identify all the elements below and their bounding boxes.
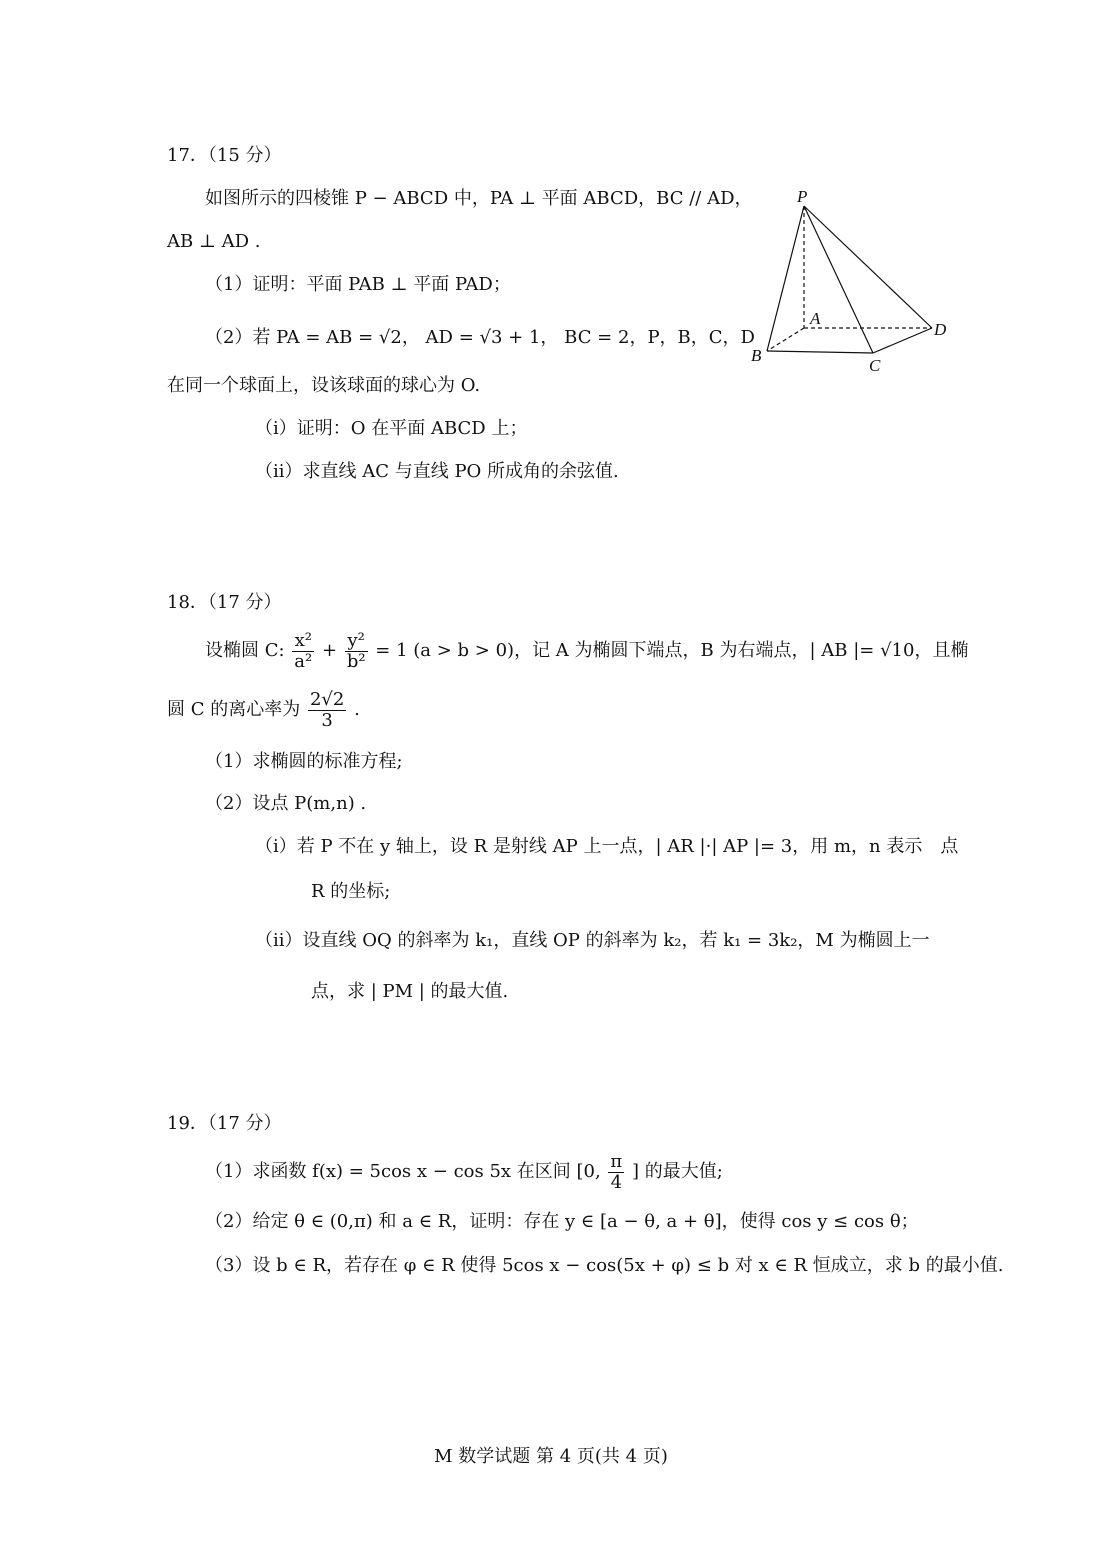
q17-part1: （1）证明：平面 PAB ⊥ 平面 PAD； [205,274,511,295]
edge-pd [804,206,932,328]
vertex-label-a: A [810,309,821,328]
q19-part1-pre: （1）求函数 f(x) = 5cos x − cos 5x 在区间 [0, [205,1161,601,1182]
vertex-label-p: P [797,187,808,206]
vertex-label-c: C [869,356,881,375]
q17-part2-line1: （2）若 PA = AB = √2， AD = √3 + 1， BC = 2，P，B，C，D [205,327,755,348]
q18-header: 18．（17 分） [167,592,282,613]
q18-part2-i-line1: （ⅰ）若 P 不在 y 轴上，设 R 是射线 AP 上一点，| AR |·| AP |= 3，用 m，n 表示 点 [255,836,959,857]
q18-stem-pre: 设椭圆 C: [205,640,285,661]
q18-part2-ii-line2: 点，求 | PM | 的最大值. [311,981,509,1002]
q19-part1-post: ] 的最大值; [632,1161,723,1182]
edge-bc [767,351,873,353]
q19-part3: （3）设 b ∈ R，若存在 φ ∈ R 使得 5cos x − cos(5x + φ) ≤ b 对 x ∈ R 恒成立，求 b 的最小值. [205,1255,1004,1276]
eccentricity-fraction: $\frac{2√2}{3}$ [309,688,345,731]
q17-part2-line2: 在同一个球面上，设该球面的球心为 O. [167,375,481,396]
edge-pc [804,206,873,353]
plus-sign: + [321,640,338,661]
x-squared-fraction: $\frac{\text{x²}}{\text{a²}}$ [294,629,313,672]
q17-part2-ii: （ⅱ）求直线 AC 与直线 PO 所成角的余弦值. [255,461,619,482]
page-footer: M 数学试题 第 4 页(共 4 页) [434,1446,668,1467]
q17-stem-line1: 如图所示的四棱锥 P − ABCD 中，PA ⊥ 平面 ABCD，BC // AD， [205,188,753,209]
q19-part1 [205,1146,723,1198]
q18-part2-i-line2: R 的坐标; [311,881,391,902]
pyramid-figure [745,183,960,378]
vertex-label-b: B [751,346,762,365]
y-squared-fraction: $\frac{\text{y²}}{\text{b²}}$ [346,629,366,672]
edge-cd [873,328,932,353]
pi-over-four-fraction: $\frac{\pi}{4}$ [610,1150,623,1193]
q18-part2-ii-line1: （ⅱ）设直线 OQ 的斜率为 k₁，直线 OP 的斜率为 k₂，若 k₁ = 3k₂，M 为椭圆上一 [255,930,930,951]
q19-header: 19．（17 分） [167,1113,282,1134]
q18-eccentricity [167,684,360,736]
q18-part1: （1）求椭圆的标准方程; [205,751,403,772]
q17-stem-line2: AB ⊥ AD . [167,231,261,252]
q18-ecc-pre: 圆 C 的离心率为 [167,699,301,720]
q18-part2: （2）设点 P(m,n) . [205,793,367,814]
q18-ecc-post: . [354,699,360,720]
q18-stem-post: = 1 (a > b > 0)，记 A 为椭圆下端点，B 为右端点，| AB |= √10，且椭 [375,640,969,661]
q18-stem [205,625,968,677]
q17-part2-i: （ⅰ）证明：O 在平面 ABCD 上； [255,418,528,439]
q19-part2: （2）给定 θ ∈ (0,π) 和 a ∈ R，证明：存在 y ∈ [a − θ, a + θ]，使得 cos y ≤ cos θ； [205,1211,919,1232]
vertex-label-d: D [934,320,947,339]
edge-pb [767,206,804,351]
q17-header: 17．（15 分） [167,145,282,166]
